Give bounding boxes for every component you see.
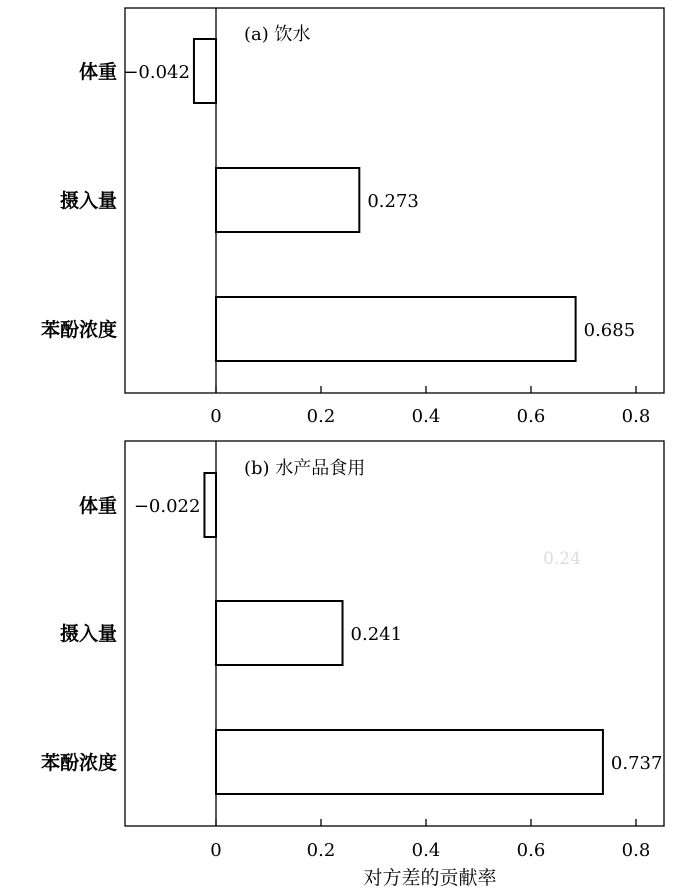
bar [194, 39, 216, 103]
bar [216, 168, 359, 232]
value-label: 0.273 [367, 191, 419, 212]
value-label: 0.737 [610, 753, 663, 774]
category-label: 苯酚浓度 [40, 319, 117, 341]
category-label: 摄入量 [59, 190, 117, 212]
category-label: 体重 [78, 61, 117, 83]
x-tick-label: 0.4 [411, 406, 441, 427]
bar [216, 730, 603, 794]
x-tick-label: 0.8 [621, 406, 651, 427]
value-label: 0.241 [350, 624, 403, 645]
x-tick-label: 0.6 [516, 406, 546, 427]
faint-annotation: 0.24 [543, 549, 581, 569]
bar [216, 601, 343, 665]
category-label: 苯酚浓度 [40, 752, 117, 774]
category-label: 体重 [78, 495, 117, 517]
x-tick-label: 0 [210, 406, 222, 427]
panel-title: (a) 饮水 [244, 24, 311, 45]
value-label: −0.022 [133, 496, 201, 517]
panel-a [41, 8, 664, 427]
panel-b [41, 441, 664, 889]
x-tick-label: 0.2 [306, 840, 336, 861]
x-tick-label: 0 [210, 840, 222, 861]
value-label: 0.685 [583, 320, 636, 341]
bar [204, 473, 216, 537]
x-axis-label: 对方差的贡献率 [363, 867, 497, 889]
value-label: −0.042 [123, 62, 190, 83]
x-tick-label: 0.4 [411, 840, 441, 861]
bar [216, 297, 576, 361]
panel-title: (b) 水产品食用 [244, 458, 366, 479]
category-label: 摄入量 [59, 623, 117, 645]
x-tick-label: 0.6 [516, 840, 546, 861]
x-tick-label: 0.8 [621, 840, 651, 861]
x-tick-label: 0.2 [306, 406, 336, 427]
